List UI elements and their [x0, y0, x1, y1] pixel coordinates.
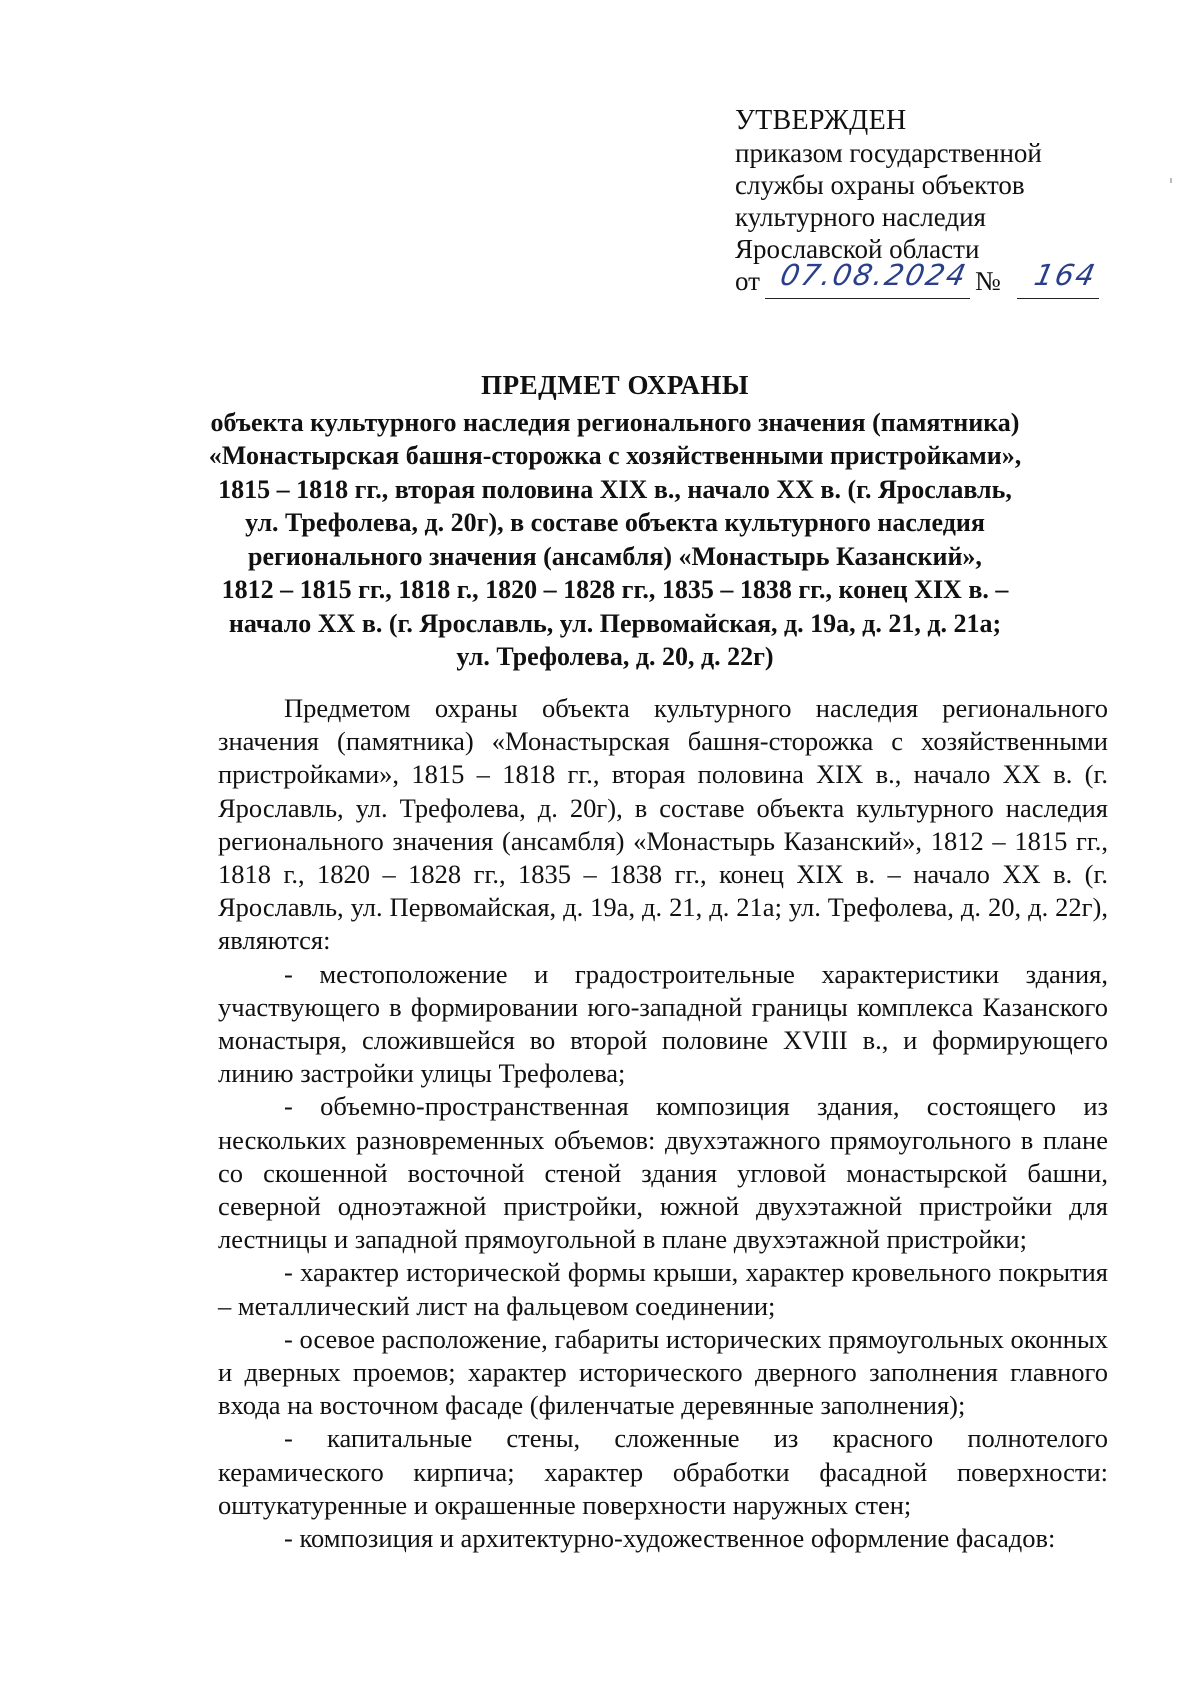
heading-line: 1812 – 1815 гг., 1818 г., 1820 – 1828 гг., 1835 – 1838 гг., конец XIX в. –	[221, 575, 1009, 604]
heading-title: ПРЕДМЕТ ОХРАНЫ	[481, 370, 749, 400]
list-item: - капитальные стены, сложенные из красного полнотелого керамического кирпича; характер обработки фасадной поверхности: оштукатуренные и окрашенные поверхности наружных стен;	[218, 1423, 1108, 1520]
heading-line: начало XX в. (г. Ярославль, ул. Первомайская, д. 19а, д. 21, д. 21а;	[228, 608, 1002, 638]
scan-mark	[1170, 178, 1172, 183]
from-label: от	[735, 266, 760, 296]
document-heading	[180, 369, 1050, 674]
heading-line: 1815 – 1818 гг., вторая половина XIX в., начало XX в. (г. Ярославль,	[218, 474, 1012, 504]
list-item: - композиция и архитектурно-художественное оформление фасадов:	[284, 1523, 1056, 1554]
heading-line: регионального значения (ансамбля) «Монастырь Казанский»,	[248, 541, 982, 571]
number-sign: №	[975, 266, 1001, 296]
approval-block	[735, 105, 1135, 305]
approval-line: Ярославской области	[735, 234, 980, 264]
approval-line: службы охраны объектов	[735, 170, 1025, 200]
approval-line: культурного наследия	[735, 202, 986, 232]
handwritten-date: 07.08.2024	[777, 258, 971, 292]
handwritten-number: 164	[1031, 258, 1100, 292]
heading-line: «Монастырская башня-сторожка с хозяйственными пристройками»,	[208, 441, 1022, 470]
list-item: - местоположение и градостроительные характеристики здания, участвующего в формировании юго-западной границы комплекса Казанского монастыря, сложившейся во второй половине XVIII в., и формирующего линию застройки улицы Трефолева;	[218, 958, 1108, 1089]
list-item: - объемно-пространственная композиция здания, состоящего из нескольких разновременных объемов: двухэтажного прямоугольного в плане со скошенной восточной стеной здания угловой монастырской башни, северной одноэтажной пристройки, южной двухэтажной пристройки для лестницы и западной прямоугольной в плане двухэтажной пристройки;	[218, 1091, 1108, 1255]
order-date-number	[735, 258, 1135, 305]
approval-line: приказом государственной	[735, 138, 1042, 168]
document-body	[218, 692, 1108, 1555]
approval-title: УТВЕРЖДЕН	[735, 105, 907, 136]
list-item: - характер исторической формы крыши, характер кровельного покрытия – металлический лист на фальцевом соединении;	[218, 1257, 1108, 1321]
heading-line: ул. Трефолева, д. 20г), в составе объекта культурного наследия	[245, 508, 985, 537]
heading-line: ул. Трефолева, д. 20, д. 22г)	[456, 642, 774, 671]
list-item: - осевое расположение, габариты исторических прямоугольных оконных и дверных проемов; характер исторического дверного заполнения главного входа на восточном фасаде (филенчатые деревянные заполнения);	[218, 1323, 1108, 1421]
heading-line: объекта культурного наследия регионального значения (памятника)	[210, 407, 1020, 437]
intro-paragraph: Предметом охраны объекта культурного наследия регионального значения (памятника) «Монастырская башня-сторожка с хозяйственными пристройками», 1815 – 1818 гг., вторая половина XIX в., начало XX в. (г. Ярославль, ул. Трефолева, д. 20г), в составе объекта культурного наследия регионального значения (ансамбля) «Монастырь Казанский», 1812 – 1815 гг., 1818 г., 1820 – 1828 гг., 1835 – 1838 гг., конец XIX в. – начало XX в. (г. Ярославль, ул. Первомайская, д. 19а, д. 21, д. 21а; ул. Трефолева, д. 20, д. 22г), являются:	[218, 693, 1108, 956]
